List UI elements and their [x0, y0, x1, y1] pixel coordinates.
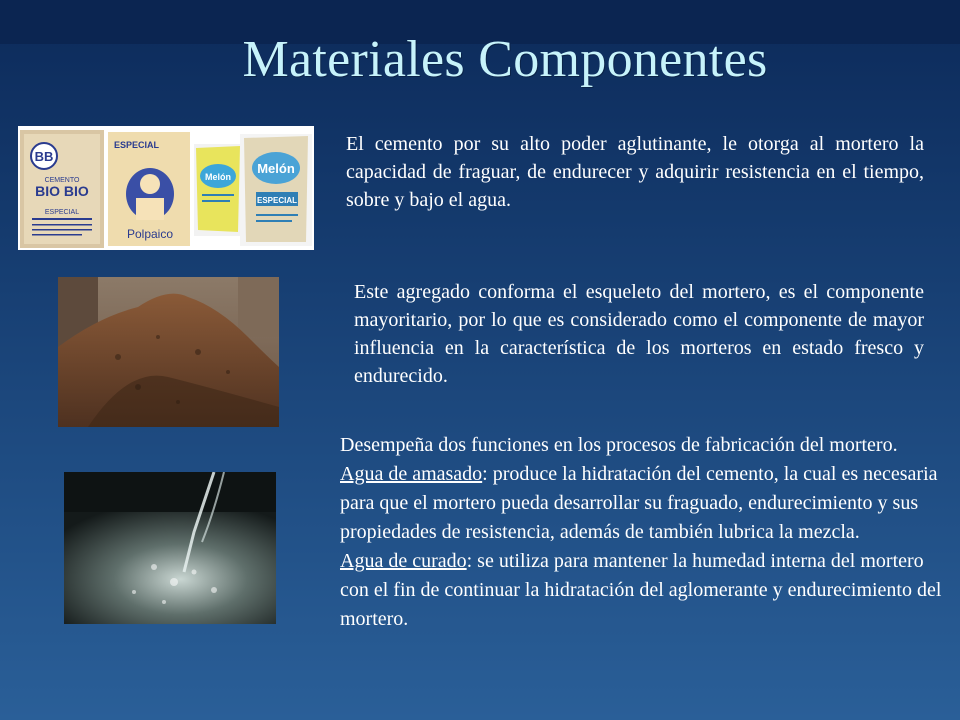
cemento-description: El cemento por su alto poder aglutinante, le otorga al mortero la capacidad de fraguar, de endurecer y adquirir resistencia en el tiempo, sobre y bajo el agua. — [346, 133, 924, 211]
svg-text:CEMENTO: CEMENTO — [44, 177, 80, 184]
svg-text:Polpaico: Polpaico — [126, 227, 174, 241]
agregado-description: Este agregado conforma el esqueleto del mortero, es el componente mayoritario, por lo que es considerado como el componente de mayor influencia en la característica de los morteros en estado fresco y endurecido. — [354, 281, 924, 387]
agua-curado-text: : se utiliza para mantener la humedad interna del mortero con el fin de continuar la hidratación del aglomerante y endurecimiento del mortero. — [340, 550, 942, 630]
agua-intro: Desempeña dos funciones en los procesos de fabricación del mortero. — [340, 434, 898, 456]
agua-description — [340, 431, 950, 634]
cement-bags-image — [18, 126, 314, 250]
svg-text:ESPECIAL: ESPECIAL — [256, 196, 298, 205]
svg-text:ESPECIAL: ESPECIAL — [44, 209, 80, 216]
slide-title: Materiales Componentes — [242, 31, 768, 88]
svg-text:Melón: Melón — [205, 172, 231, 182]
sand-pile-image — [58, 277, 279, 427]
agua-amasado-text: : produce la hidratación del cemento, la cual es necesaria para que el mortero pueda desarrollar su fraguado, endurecimiento y sus propiedades de resistencia, además de también lubrica la mezcla. — [340, 463, 938, 543]
svg-text:BIO BIO: BIO BIO — [35, 183, 89, 199]
agua-curado-label: Agua de curado — [340, 550, 467, 572]
water-splash-image — [64, 472, 276, 624]
biobio-logo-text: BB — [34, 149, 54, 164]
svg-text:Melón: Melón — [257, 161, 295, 176]
svg-text:ESPECIAL: ESPECIAL — [114, 140, 160, 150]
agua-amasado-label: Agua de amasado — [340, 463, 483, 485]
